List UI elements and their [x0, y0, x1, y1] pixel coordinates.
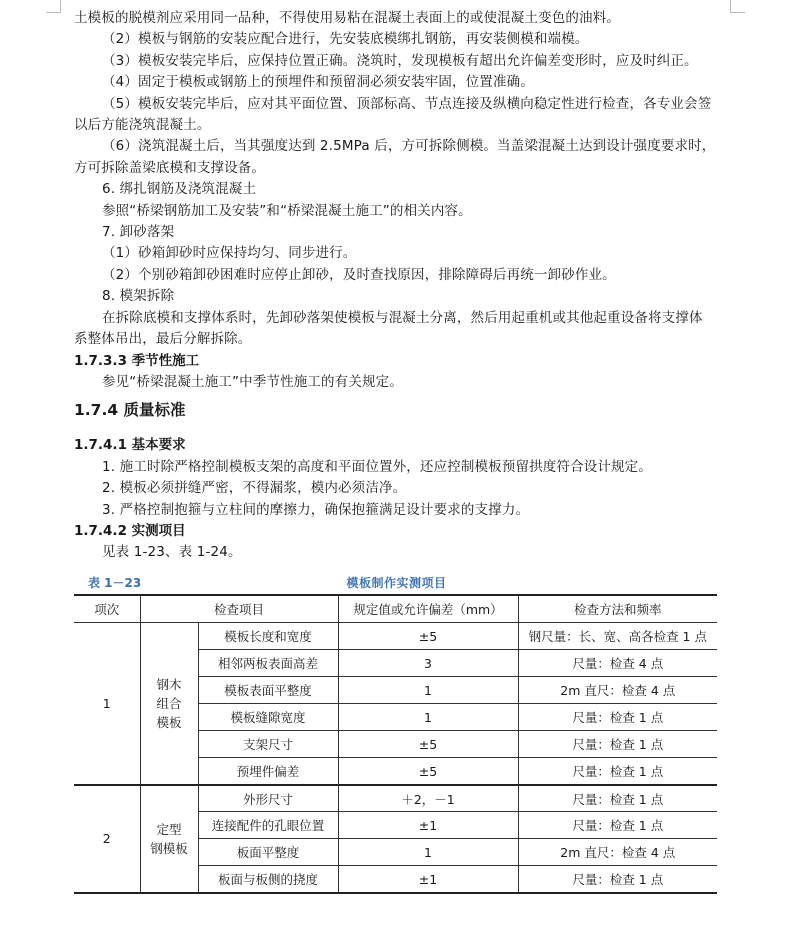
- method-cell: 2m 直尺：检查 4 点: [518, 677, 717, 704]
- check-item-cell: 模板缝隙宽度: [198, 704, 338, 731]
- header-cell: 检查方法和频率: [518, 595, 717, 623]
- check-item-cell: 相邻两板表面高差: [198, 650, 338, 677]
- table-header-row: [74, 595, 717, 623]
- table-number: 表 1－23: [88, 575, 142, 590]
- check-item-cell: 板面平整度: [198, 839, 338, 866]
- template-type-text: 钢模板: [150, 840, 188, 856]
- header-cell: 项次: [74, 595, 140, 623]
- paragraph-line: 系整体吊出，最后分解拆除。: [74, 331, 252, 348]
- table-title: 模板制作实测项目: [346, 575, 447, 590]
- header-cell: 检查项目: [140, 595, 338, 623]
- method-cell: 尺量：检查 1 点: [518, 866, 717, 893]
- page-corner-mark: [46, 0, 61, 13]
- paragraph-line: 以后方能浇筑混凝土。: [74, 117, 211, 134]
- step-heading: 8. 模架拆除: [102, 288, 175, 305]
- paragraph-line: （5）模板安装完毕后，应对其平面位置、顶部标高、节点连接及纵横向稳定性进行检查，各专业会签: [102, 95, 712, 112]
- subsection-heading: 1.7.4.2 实测项目: [74, 522, 186, 539]
- subsection-heading: 1.7.3.3 季节性施工: [74, 352, 200, 369]
- requirement-item: 2. 模板必须拼缝严密，不得漏浆，模内必须洁净。: [102, 480, 407, 497]
- tolerance-cell: 1: [338, 677, 518, 704]
- table-caption: [74, 570, 719, 594]
- method-cell: 尺量：检查 1 点: [518, 812, 717, 839]
- item-number-cell: 1: [74, 623, 140, 785]
- template-type-cell: [140, 623, 198, 785]
- paragraph-line: （2）个别砂箱卸砂困难时应停止卸砂，及时查找原因，排除障碍后再统一卸砂作业。: [102, 266, 616, 283]
- tolerance-cell: ±5: [338, 758, 518, 785]
- step-heading: 7. 卸砂落架: [102, 224, 175, 241]
- method-cell: 尺量：检查 1 点: [518, 785, 717, 812]
- tolerance-cell: 1: [338, 704, 518, 731]
- tolerance-cell: ±5: [338, 731, 518, 758]
- check-item-cell: 预埋件偏差: [198, 758, 338, 785]
- tolerance-cell: 1: [338, 839, 518, 866]
- paragraph-line: （3）模板安装完毕后，应保持位置正确。浇筑时，发现模板有超出允许偏差变形时，应及时纠正。: [102, 52, 698, 69]
- method-cell: 钢尺量：长、宽、高各检查 1 点: [518, 623, 717, 650]
- check-item-cell: 支架尺寸: [198, 731, 338, 758]
- check-item-cell: 模板长度和宽度: [198, 623, 338, 650]
- paragraph-line: 参照“桥梁钢筋加工及安装”和“桥梁混凝土施工”的相关内容。: [102, 202, 472, 219]
- page-corner-mark: [730, 0, 745, 13]
- tolerance-cell: 3: [338, 650, 518, 677]
- method-cell: 尺量：检查 1 点: [518, 731, 717, 758]
- paragraph-line: （4）固定于模板或钢筋上的预埋件和预留洞必须安装牢固，位置准确。: [102, 74, 534, 91]
- table-row: [74, 623, 717, 650]
- document-page: [74, 8, 719, 894]
- method-cell: 2m 直尺：检查 4 点: [518, 839, 717, 866]
- template-type-text: 定型: [156, 821, 182, 837]
- header-cell: 规定值或允许偏差（mm）: [338, 595, 518, 623]
- method-cell: 尺量：检查 4 点: [518, 650, 717, 677]
- paragraph-line: 见表 1-23、表 1-24。: [102, 544, 242, 561]
- item-number-cell: 2: [74, 785, 140, 893]
- paragraph-line: 土模板的脱模剂应采用同一品种，不得使用易粘在混凝土表面上的或使混凝土变色的油料。: [74, 10, 620, 26]
- paragraph-line: （1）砂箱卸砂时应保持均匀、同步进行。: [102, 245, 357, 262]
- check-item-cell: 连接配件的孔眼位置: [198, 812, 338, 839]
- subsection-heading: 1.7.4.1 基本要求: [74, 437, 186, 454]
- tolerance-cell: ±1: [338, 812, 518, 839]
- step-heading: 6. 绑扎钢筋及浇筑混凝土: [102, 181, 257, 198]
- requirement-item: 3. 严格控制抱箍与立柱间的摩擦力，确保抱箍满足设计要求的支撑力。: [102, 501, 530, 518]
- check-item-cell: 板面与板侧的挠度: [198, 866, 338, 893]
- template-type-text: 钢木: [156, 677, 182, 692]
- paragraph-line: 方可拆除盖梁底模和支撑设备。: [74, 159, 266, 176]
- paragraph-line: （2）模板与钢筋的安装应配合进行，先安装底模绑扎钢筋，再安装侧模和端模。: [102, 31, 589, 48]
- paragraph-line: 参见“桥梁混凝土施工”中季节性施工的有关规定。: [102, 373, 403, 390]
- template-type-text: 组合: [156, 696, 182, 711]
- tolerance-cell: ±5: [338, 623, 518, 650]
- template-type-text: 模板: [156, 715, 182, 730]
- check-item-cell: 模板表面平整度: [198, 677, 338, 704]
- method-cell: 尺量：检查 1 点: [518, 704, 717, 731]
- inspection-table: [74, 594, 717, 894]
- template-type-cell: [140, 785, 198, 893]
- section-heading: 1.7.4 质量标准: [74, 401, 186, 420]
- tolerance-cell: ±1: [338, 866, 518, 893]
- paragraph-line: 在拆除底模和支撑体系时，先卸砂落架使模板与混凝土分离，然后用起重机或其他起重设备将支撑体: [102, 309, 703, 326]
- check-item-cell: 外形尺寸: [198, 785, 338, 812]
- requirement-item: 1. 施工时除严格控制模板支架的高度和平面位置外，还应控制模板预留拱度符合设计规定。: [102, 458, 652, 475]
- method-cell: 尺量：检查 1 点: [518, 758, 717, 785]
- tolerance-cell: ＋2，－1: [338, 785, 518, 812]
- table-row: [74, 785, 717, 812]
- paragraph-line: （6）浇筑混凝土后，当其强度达到 2.5MPa 后，方可拆除侧模。当盖梁混凝土达到设计强度要求时，: [102, 138, 716, 155]
